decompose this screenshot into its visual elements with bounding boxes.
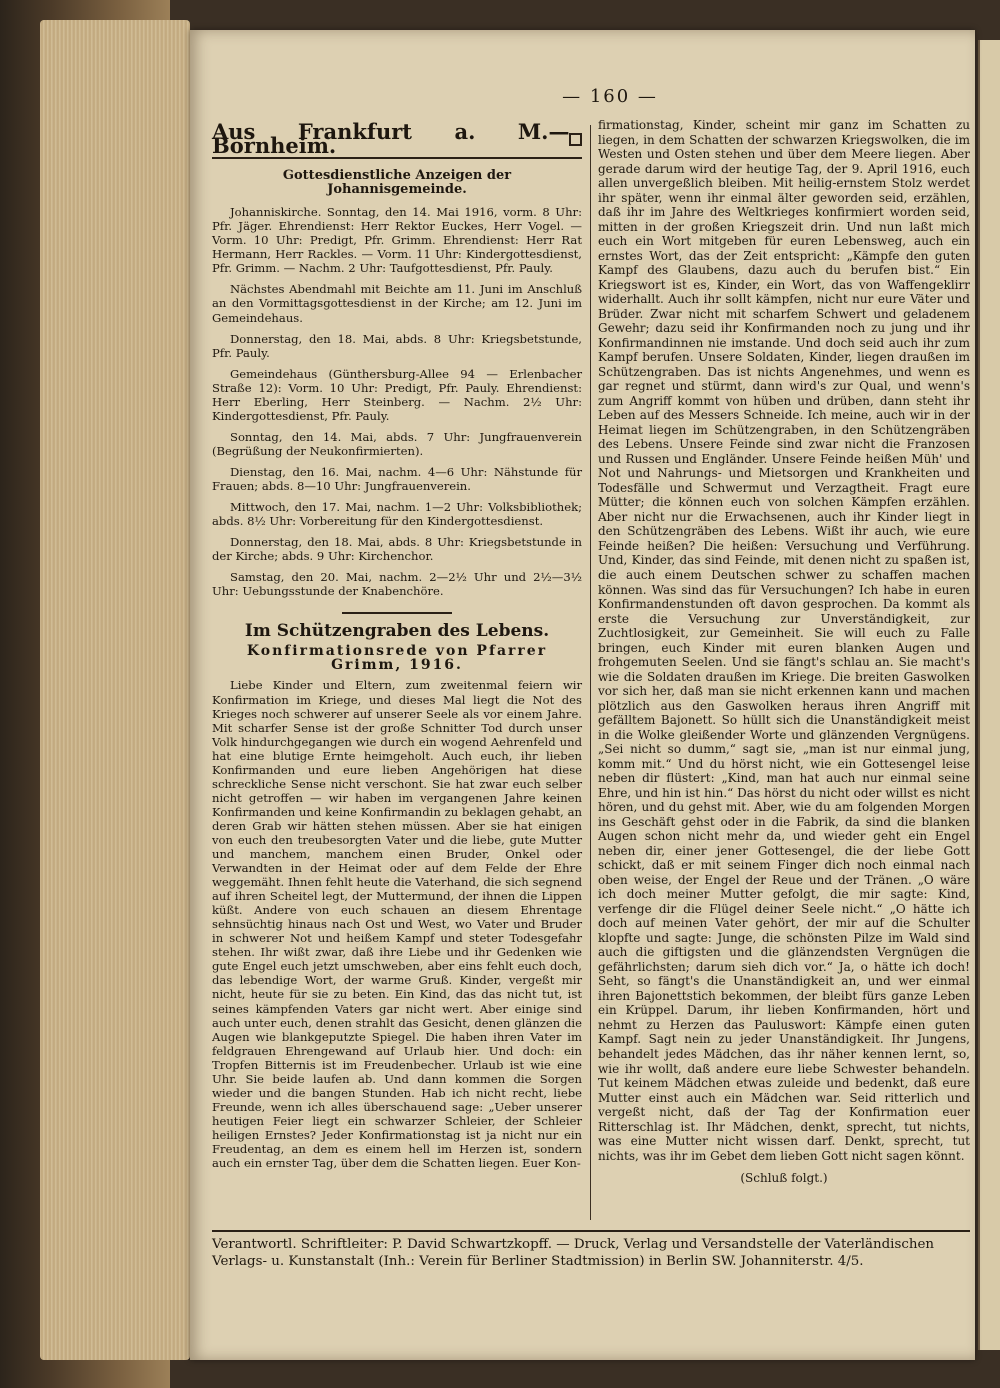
notice-item: Johanniskirche. Sonntag, den 14. Mai 1916, vorm. 8 Uhr: Pfr. Jäger. Ehrendienst: Herr Rektor Euckes, Herr Vogel. — Vorm. 10 Uhr: Predigt, Pfr. Grimm. Ehrendienst: Herr Rat Hermann, Herr Rackles. — Vorm. 11 Uhr: Kindergottesdienst, Pfr. Grimm. — Nachm. 2 Uhr: Taufgottesdienst, Pfr. Pauly. [212, 205, 582, 276]
article-subtitle: Konfirmationsrede von Pfarrer Grimm, 1916. [246, 643, 548, 674]
notice-item: Donnerstag, den 18. Mai, abds. 8 Uhr: Kriegsbetstunde, Pfr. Pauly. [212, 331, 582, 360]
notice-item: Sonntag, den 14. Mai, abds. 7 Uhr: Jungfrauenverein (Begrüßung der Neukonfirmierten). [212, 429, 582, 458]
column-divider [590, 125, 591, 1220]
notices-heading: Gottesdienstliche Anzeigen der Johannisgemeinde. [282, 168, 512, 198]
notice-item: Donnerstag, den 18. Mai, abds. 8 Uhr: Kriegsbetstunde in der Kirche; abds. 9 Uhr: Kirchenchor. [212, 535, 582, 564]
section-rule [342, 612, 452, 614]
imprint-line-1: Verantwortl. Schriftleiter: P. David Schwartzkopff. — Druck, Verlag und Versandstelle der Vaterländischen [212, 1237, 935, 1252]
page-number: — 160 — [562, 86, 658, 107]
right-column [598, 118, 970, 1193]
newspaper-page [190, 30, 975, 1360]
page-stack-edge [40, 20, 190, 1360]
left-column [212, 119, 582, 1177]
notice-item: Samstag, den 20. Mai, nachm. 2—2½ Uhr und 2½—3½ Uhr: Uebungsstunde der Knabenchöre. [212, 570, 582, 599]
imprint-footer [212, 1230, 970, 1270]
article-title: Im Schützengraben des Lebens. [244, 621, 550, 642]
article-body: Liebe Kinder und Eltern, zum zweitenmal feiern wir Konfirmation im Kriege, und dieses Mal liegt die Not des Krieges noch schwerer auf unserer Seele als vor einem Jahre. Mit scharfer Sense ist der große Schnitter Tod durch unser Volk hindurchgegangen wie durch ein wogend Aehrenfeld und hat eine blutige Ernte heimgeholt. Auch euch, ihr lieben Konfirmanden und eure lieben Angehörigen hat diese schreckliche Sense nicht verschont. Sie hat zwar euch selber nicht getroffen — wir haben im vergangenen Jahre keinen Konfirmanden und keine Konfirmandin zu beklagen gehabt, an deren Grab wir hätten stehen müssen. Aber sie hat einigen von euch den treubesorgten Vater und die liebe, gute Mutter und manchem, manchem einen Bruder, Onkel oder Verwandten in der Heimat oder auf dem Felde der Ehre weggemäht. Ihnen fehlt heute die Vaterhand, die sich segnend auf ihren Scheitel legt, der Muttermund, der ihnen die Lippen küßt. Andere von euch schauen an diesem Ehrentage sehnsüchtig hinaus nach Ost und West, wo Vater und Bruder in schwerer Not und heißem Kampf und steter Todesgefahr stehen. Ihr wißt zwar, daß ihre Liebe und ihr Gedenken wie gute Engel euch jetzt umschweben, aber eins fehlt euch doch, das lebendige Wort, der warme Gruß. Kinder, vergeßt mir nicht, heute für sie zu beten. Ein Kind, das das nicht tut, ist seines kämpfenden Vaters gar nicht wert. Aber einige sind auch unter euch, denen strahlt das Gesicht, denen glänzen die Augen wie blankgeputzte Spiegel. Die haben ihren Vater im feldgrauen Ehrengewand auf Urlaub hier. Und doch: ein Tropfen Bitternis ist im Freudenbecher. Urlaub ist wie eine Uhr. Sie beide laufen ab. Und dann kommen die Sorgen wieder und die bangen Stunden. Hab ich nicht recht, liebe Freunde, wenn ich alles überschauend sage: „Ueber unserer heutigen Feier liegt ein schwarzer Schleier, der Schleier heiligen Ernstes? Jeder Konfirmationstag ist ja nicht nur ein Freudentag, an dem es einem hell im Herzen ist, sondern auch ein ernster Tag, über dem die Schatten liegen. Euer Kon- [212, 678, 582, 1171]
section-title [212, 119, 582, 159]
notice-item: Dienstag, den 16. Mai, nachm. 4—6 Uhr: Nähstunde für Frauen; abds. 8—10 Uhr: Jungfrauenverein. [212, 464, 582, 493]
notice-item: Gemeindehaus (Günthersburg-Allee 94 — Erlenbacher Straße 12): Vorm. 10 Uhr: Predigt, Pfr. Pauly. Ehrendienst: Herr Eberling, Herr Steinberg. — Nachm. 2½ Uhr: Kindergottesdienst, Pfr. Pauly. [212, 366, 582, 423]
notice-item: Mittwoch, den 17. Mai, nachm. 1—2 Uhr: Volksbibliothek; abds. 8½ Uhr: Vorbereitung für den Kindergottesdienst. [212, 500, 582, 529]
notices-list [212, 205, 582, 598]
imprint-line-2: Verlags- u. Kunstanstalt (Inh.: Verein für Berliner Stadtmission) in Berlin SW. Johanniterstr. 4/5. [212, 1254, 864, 1269]
notice-item: Nächstes Abendmahl mit Beichte am 11. Juni im Anschluß an den Vormittagsgottesdienst in der Kirche; am 12. Juni im Gemeindehaus. [212, 282, 582, 325]
to-be-continued: (Schluß folgt.) [740, 1171, 828, 1186]
adjacent-page-edge [978, 40, 1000, 1350]
section-title-text: Aus Frankfurt a. M.—Bornheim. [212, 119, 570, 159]
square-ornament-icon [569, 133, 582, 146]
article-body-continued: firmationstag, Kinder, scheint mir ganz im Schatten zu liegen, in dem Schatten der schwarzen Kriegswolken, die im Westen und Osten stehen und über dem Meere liegen. Aber gerade darum wird der heutige Tag, der 9. April 1916, euch allen unvergeßlich bleiben. Mit heilig-ernstem Stolz werdet ihr später, wenn ihr einmal älter geworden seid, erzählen, daß ihr im Jahre des Weltkrieges konfirmiert worden seid, mitten in der großen Kriegszeit drin. Und nun laßt mich euch ein Wort mitgeben für euren Lebensweg, auch ein ernstes Wort, das der Zeit entspricht: „Kämpfe den guten Kampf des Glaubens, dazu auch du berufen bist.“ Ein Kriegswort ist es, Kinder, ein Wort, das von Waffengeklirr widerhallt. Auch ihr sollt kämpfen, nicht nur eure Väter und Brüder. Zwar nicht mit scharfem Schwert und geladenem Gewehr; dazu seid ihr Konfirmanden noch zu jung und ihr Konfirmandinnen nie imstande. Und doch seid auch ihr zum Kampf berufen. Unsere Soldaten, Kinder, liegen draußen im Schützengraben. Das ist nichts Angenehmes, und wenn es gar regnet und stürmt, dann wird's zur Qual, und wenn's zum Angriff kommt von hüben und drüben, dann steht ihr Leben auf des Messers Schneide. Ich meine, auch wir in der Heimat liegen im Schützengraben, in den Schützengräben des Lebens. Unsere Feinde sind zwar nicht die Franzosen und Russen und Engländer. Unsere Feinde heißen Müh' und Not und Nahrungs- und Mietsorgen und Krankheiten und Todesfälle und Schwermut und Verzagtheit. Fragt eure Mütter; die können euch von solchen Kämpfen erzählen. Aber nicht nur die Erwachsenen, auch ihr Kinder liegt in den Schützengräben des Lebens. Wißt ihr auch, wie eure Feinde heißen? Die heißen: Versuchung und Verführung. Und, Kinder, das sind Feinde, mit denen nicht zu spaßen ist, die auch einem Deutschen schwer zu schaffen machen können. Was sind das für Versuchungen? Ich habe in euren Konfirmandenstunden oft davon gesprochen. Da kommt als erste die Versuchung zur Unverständigkeit, zur Zuchtlosigkeit, zur Gemeinheit. Sie will euch zu Falle bringen, euch Kinder mit euren blanken Augen und frohgemuten Seelen. Und sie fängt's schlau an. Sie macht's wie die Soldaten draußen im Kriege. Die breiten Gaswolken vor sich her, daß man sie nicht erkennen kann und machen plötzlich aus den Gaswolken heraus ihren Angriff mit gefälltem Bajonett. So hüllt sich die Unanständigkeit meist in die Wolke gleißender Worte und glänzenden Vergnügens. „Sei nicht so dumm,“ sagt sie, „man ist nur einmal jung, komm mit.“ Und du hörst nicht, wie ein Gottesengel leise neben dir flüstert: „Kind, man hat auch nur einmal seine Ehre, und hin ist hin.“ Das hörst du nicht oder willst es nicht hören, und du gehst mit. Aber, wie du am folgenden Morgen ins Geschäft gehst oder in die Fabrik, da sind die blanken Augen schon nicht mehr da, und wieder geht ein Engel neben dir, einer jener Gottesengel, die der liebe Gott schickt, daß er mit seinem Finger dich noch einmal nach oben weise, der Engel der Reue und der Tränen. „O wäre ich doch meiner Mutter gefolgt, die mir sagte: Kind, verfenge dir die Flügel deiner Seele nicht.“ „O hätte ich doch auf meinen Vater gehört, der mir auf die Schulter klopfte und sagte: Junge, die schönsten Pilze im Wald sind auch die giftigsten und die glänzendsten Vergnügen die gefährlichsten; darum sieh dich vor.“ Ja, o hätte ich doch! Seht, so fängt's die Unanständigkeit an, und wer einmal ihren Bajonettstich bekommen, der bleibt fürs ganze Leben ein Krüppel. Darum, ihr lieben Konfirmanden, hört und nehmt zu Herzen das Pauluswort: Kämpfe einen guten Kampf. Sagt nein zu jeder Unanständigkeit. Ihr Jungens, behandelt jedes Mädchen, das ihr näher kennen lernt, so, wie ihr wollt, daß andere eure liebe Schwester behandeln. Tut keinem Mädchen etwas zuleide und bedenkt, daß eure Mutter einst auch ein Mädchen war. Seid ritterlich und vergeßt nicht, daß der Tag der Konfirmation euer Ritterschlag ist. Ihr Mädchen, denkt, sprecht, tut nichts, was eine Mutter nicht wissen darf. Denkt, sprecht, tut nichts, was ihr im Gebet dem lieben Gott nicht sagen könnt. [598, 118, 970, 1163]
